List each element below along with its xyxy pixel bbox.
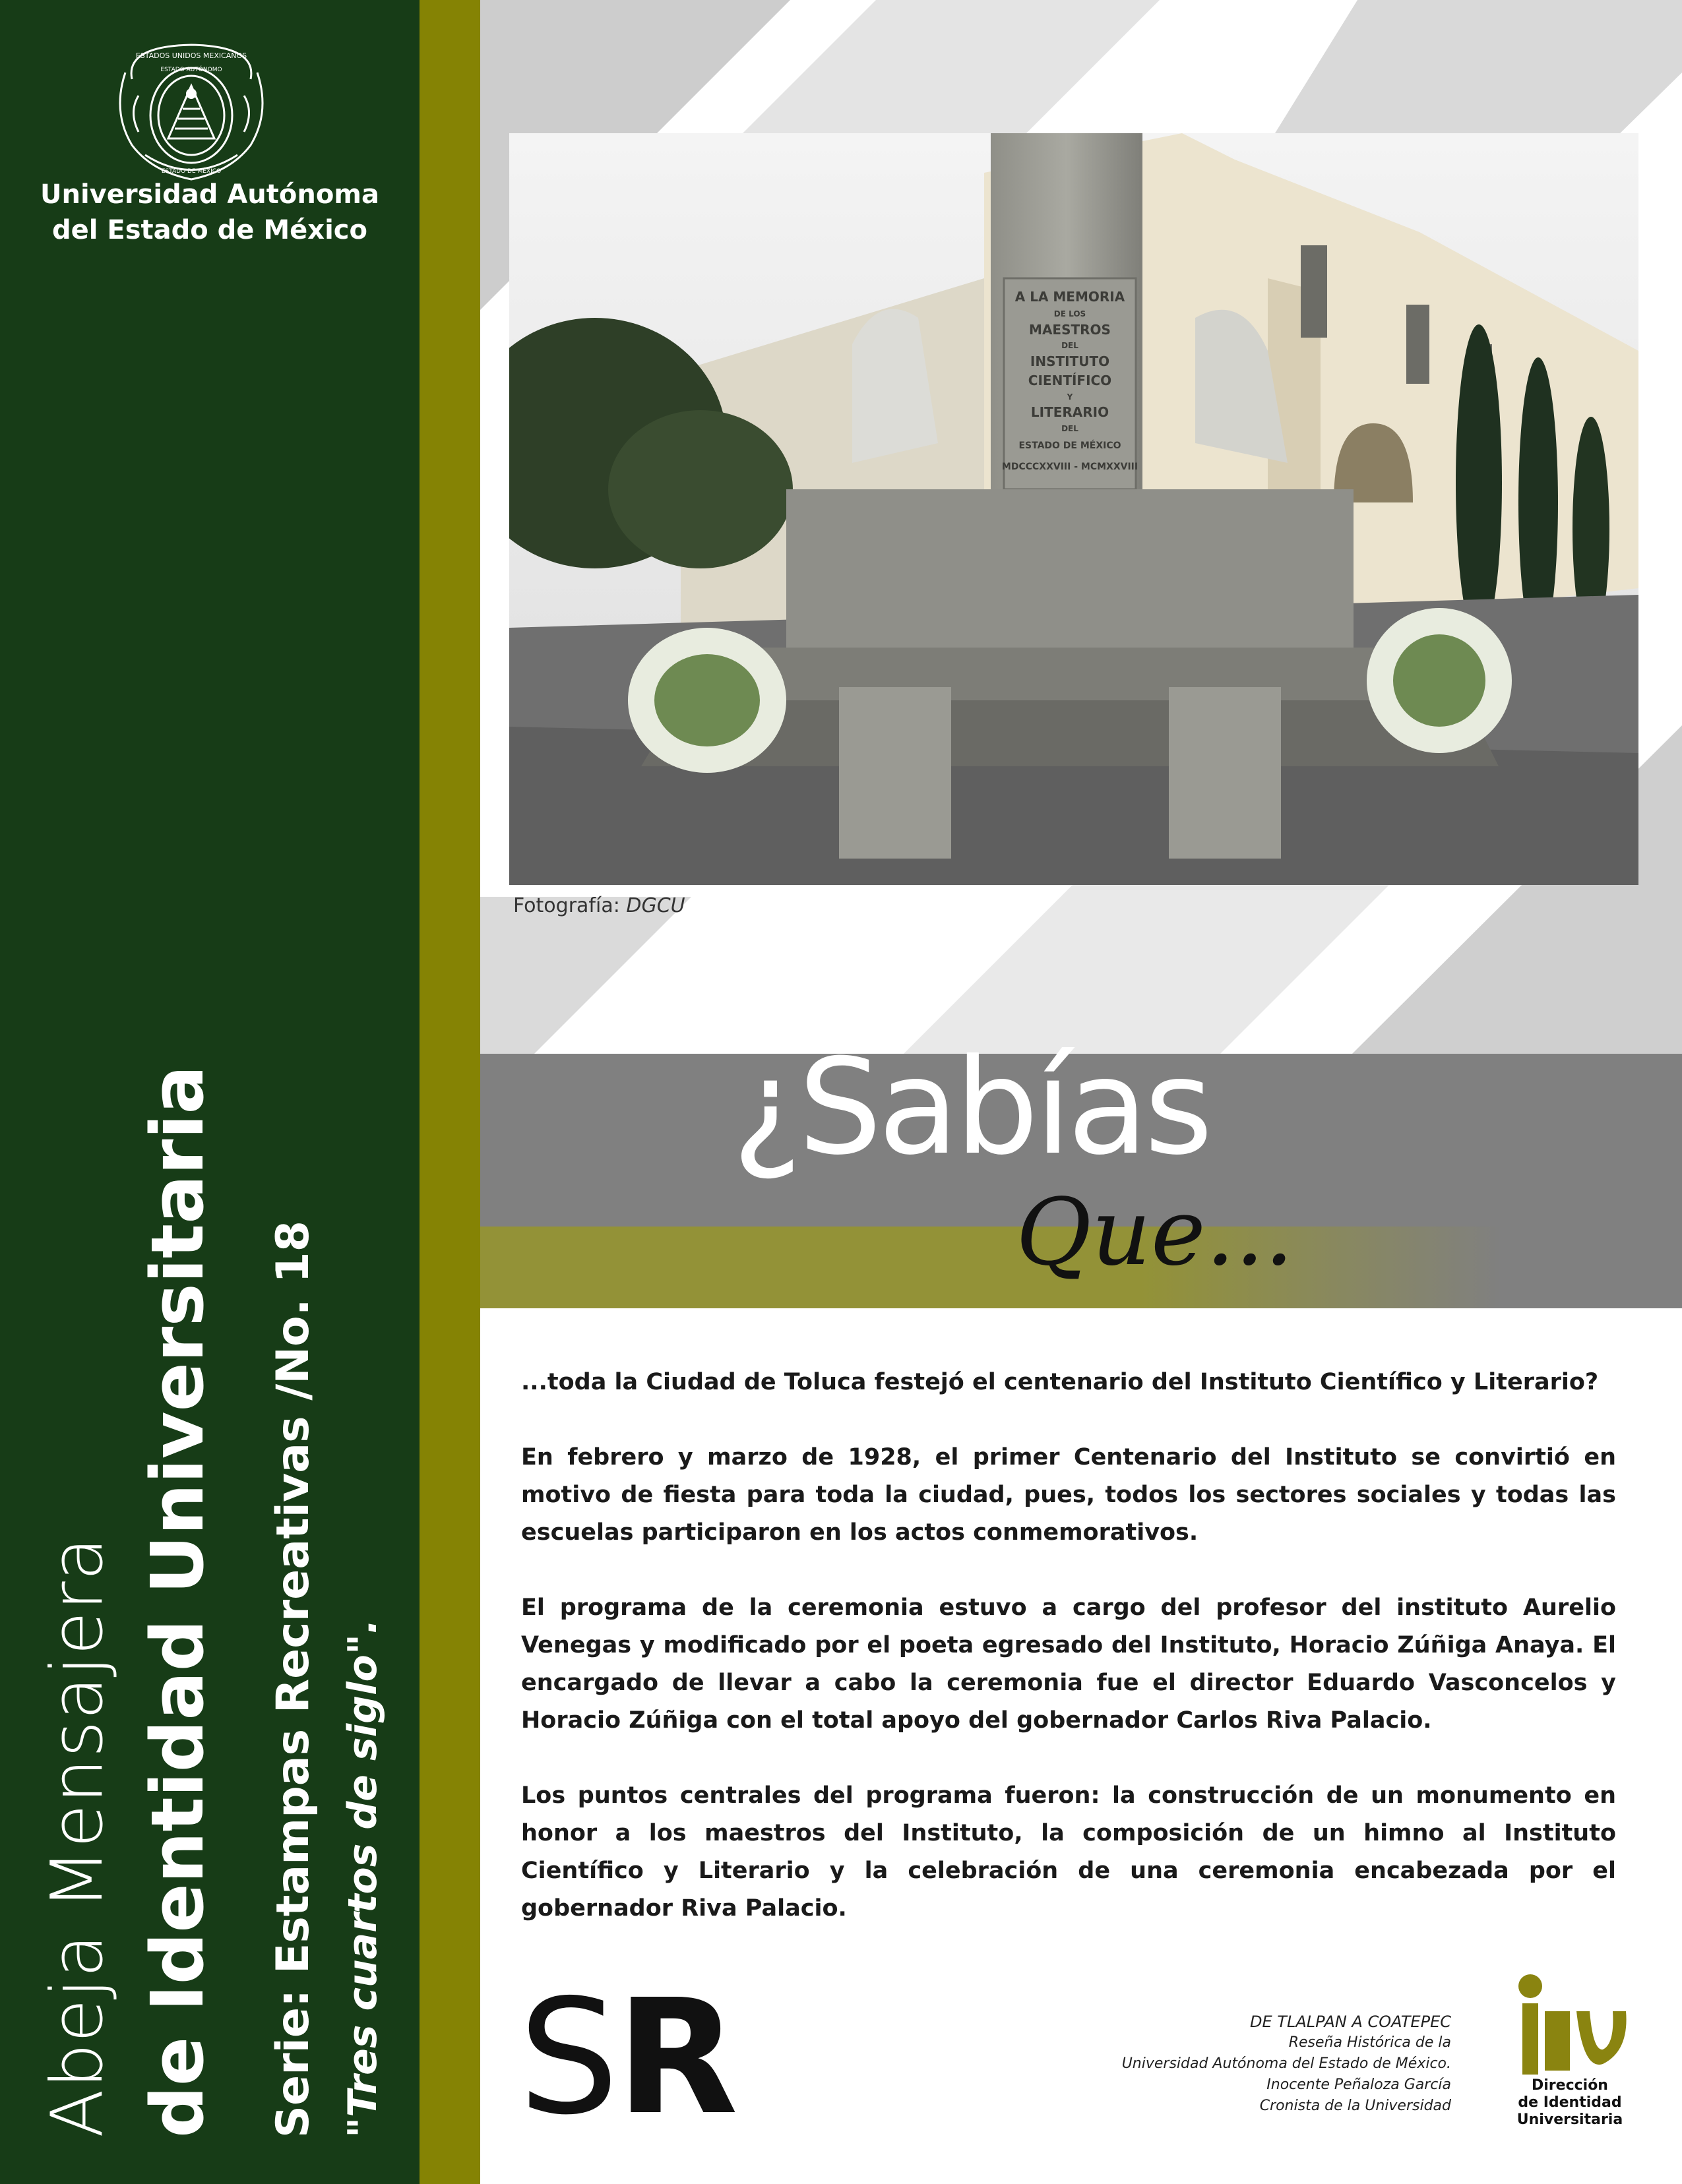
credit-line: Inocente Peñaloza García	[1266, 2077, 1451, 2093]
idu-line1: Dirección	[1532, 2077, 1608, 2094]
vertical-title-abeja: Abeja Mensajera	[36, 1536, 119, 2138]
seal-text-top: ESTADOS UNIDOS MEXICANOS	[135, 51, 247, 60]
sr-logo-r: R	[616, 1965, 736, 2150]
article-paragraph-1: En febrero y marzo de 1928, el primer Centenario del Instituto se convirtió en motivo de fiesta para toda la ciudad, pues, todos los sectores sociales y todas las escuelas participaron en los actos conmemorativos.	[521, 1444, 1616, 1546]
heading-que: Que...	[1016, 1179, 1294, 1287]
olive-accent-strip	[420, 0, 480, 2184]
vertical-subtitle: "Tres cuartos de siglo".	[340, 1619, 386, 2138]
article-paragraph-2: El programa de la ceremonia estuvo a cargo del profesor del instituto Aurelio Venegas y modificado por el poeta egresado del Instituto, Horacio Zúñiga Anaya. El encargado de llevar a cabo la ceremonia fue el director Eduardo Vasconcelos y Horacio Zúñiga con el total apoyo del gobernador Carlos Riva Palacio.	[521, 1594, 1616, 1734]
idu-line3: Universitaria	[1516, 2111, 1623, 2128]
inscription-line: MDCCCXXVIII - MCMXXVIII	[1001, 462, 1138, 472]
credit-line: Universidad Autónoma del Estado de México.	[1121, 2055, 1451, 2072]
vertical-title-block	[0, 0, 420, 2184]
article-paragraph-3: Los puntos centrales del programa fueron: la construcción de un monumento en honor a los maestros del Instituto, la composición de un himno al Instituto Científico y Literario y la celebración de una ceremonia encabezada por el gobernador Riva Palacio.	[521, 1782, 1616, 1922]
university-name-line2: del Estado de México	[51, 215, 367, 245]
inscription-line: A LA MEMORIA	[1014, 289, 1125, 305]
credit-line: Reseña Histórica de la	[1288, 2034, 1451, 2051]
credit-line: Cronista de la Universidad	[1259, 2098, 1451, 2114]
caption-label: Fotografía:	[513, 894, 627, 917]
inscription-line: CIENTÍFICO	[1028, 373, 1112, 388]
seal-text-bottom: ESTADO DE MÉXICO	[161, 168, 222, 175]
idu-logo-icon	[1504, 1972, 1636, 2077]
article-question: ...toda la Ciudad de Toluca festejó el centenario del Instituto Científico y Literario?	[521, 1369, 1599, 1395]
sr-logo	[518, 1965, 736, 2150]
university-name-line1: Universidad Autónoma	[40, 179, 379, 210]
inscription-line: DEL	[1061, 424, 1078, 433]
source-credits	[1042, 2011, 1451, 2117]
inscription-line: INSTITUTO	[1030, 353, 1110, 369]
inscription-line: ESTADO DE MÉXICO	[1018, 440, 1121, 451]
inscription-line: LITERARIO	[1030, 404, 1109, 420]
sr-logo-s: S	[518, 1965, 617, 2150]
article-body	[521, 1364, 1616, 1965]
inscription-line: MAESTROS	[1029, 322, 1111, 338]
vertical-series-label: Serie: Estampas Recreativas /No. 18	[267, 1221, 319, 2138]
vertical-title-identidad: de Identidad Universitaria	[135, 1065, 220, 2138]
credit-book-title: DE TLALPAN A COATEPEC	[1250, 2013, 1451, 2031]
photo-caption	[513, 894, 685, 917]
monument-photo	[509, 133, 1638, 885]
seal-text-mid: ESTADO AUTÓNOMO	[160, 67, 222, 73]
inscription-line: DE LOS	[1053, 309, 1086, 318]
caption-credit: DGCU	[626, 894, 685, 917]
idu-label	[1491, 2077, 1649, 2129]
inscription-line: DEL	[1061, 341, 1078, 350]
idu-line2: de Identidad	[1518, 2094, 1622, 2111]
heading-sabias: ¿Sabías	[732, 1031, 1209, 1184]
inscription-line: Y	[1067, 392, 1073, 402]
